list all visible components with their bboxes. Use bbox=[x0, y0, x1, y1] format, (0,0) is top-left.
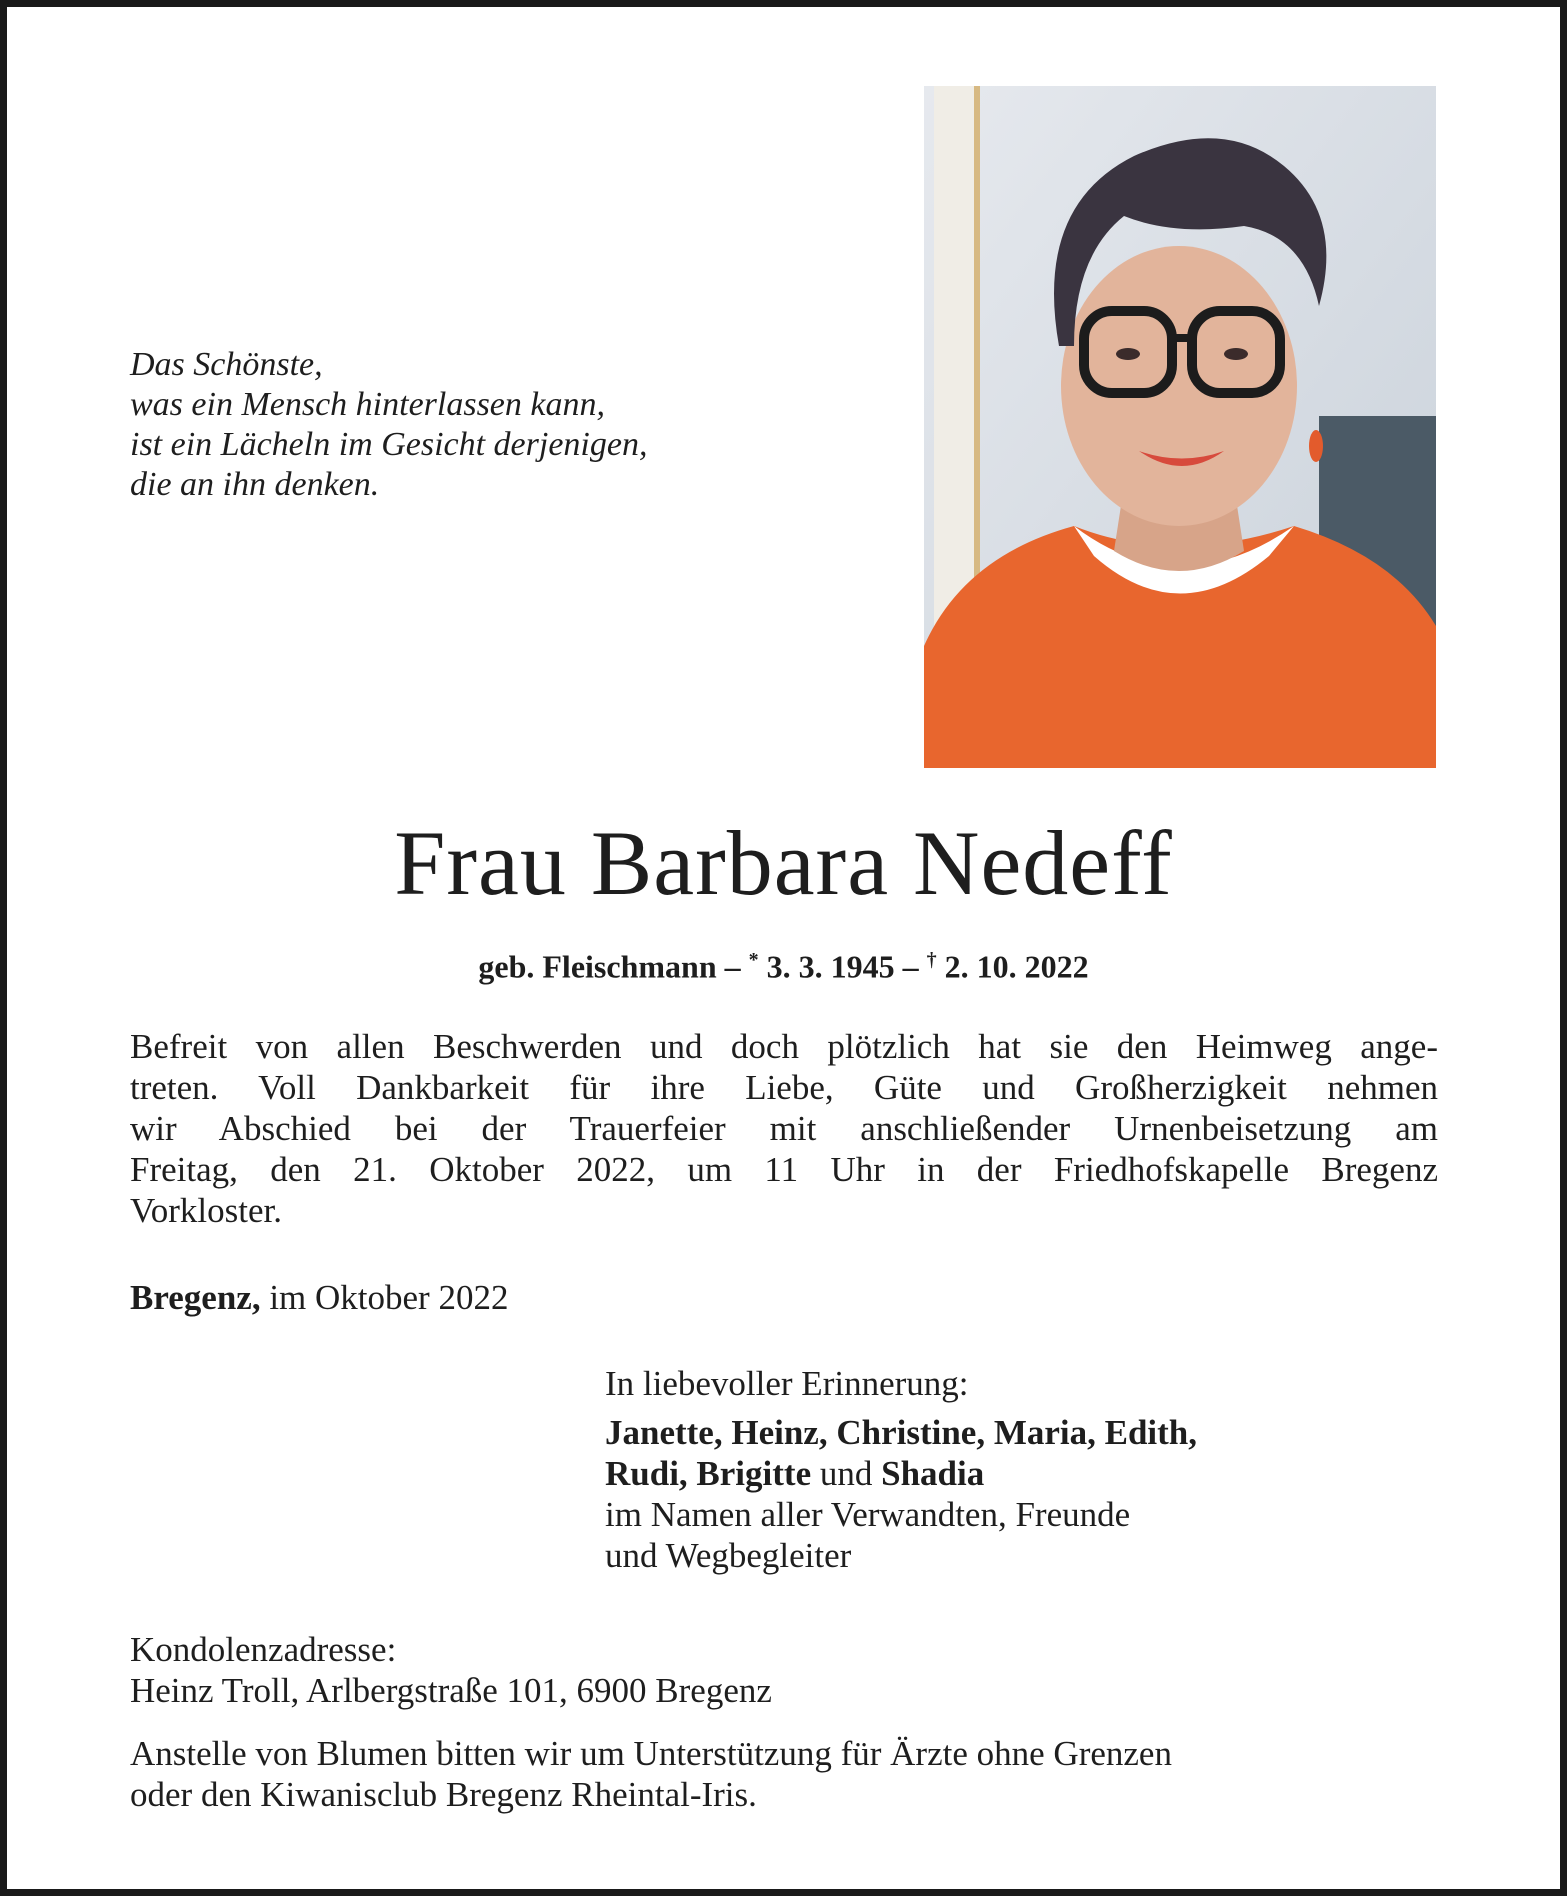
donation-note bbox=[130, 1733, 1440, 1815]
deceased-name: Frau Barbara Nedeff bbox=[394, 812, 1173, 914]
body-line: Befreit von allen Beschwerden und doch plötzlich hat sie den Heimweg ange- bbox=[130, 1027, 1438, 1066]
signers-names: Shadia bbox=[881, 1454, 985, 1493]
quote-line: ist ein Lächeln im Gesicht derjenigen, bbox=[130, 426, 648, 463]
signers-names: Rudi, Brigitte bbox=[605, 1454, 812, 1493]
dash: – bbox=[716, 948, 749, 985]
death-cross-icon: † bbox=[926, 949, 937, 971]
maiden-name: geb. Fleischmann bbox=[478, 948, 717, 985]
portrait-photo bbox=[924, 86, 1436, 768]
death-date: 2. 10. 2022 bbox=[936, 948, 1089, 985]
announcement-text bbox=[130, 1026, 1438, 1231]
place-date bbox=[130, 1277, 508, 1318]
condolence-label: Kondolenzadresse: bbox=[130, 1630, 397, 1669]
body-line: wir Abschied bei der Trauerfeier mit anschließender Urnenbeisetzung am bbox=[130, 1109, 1438, 1148]
birth-star-icon: * bbox=[748, 949, 759, 971]
condolence-address-text: Heinz Troll, Arlbergstraße 101, 6900 Bregenz bbox=[130, 1671, 772, 1710]
life-dates bbox=[0, 940, 1567, 987]
condolence-address bbox=[130, 1629, 772, 1711]
signers-intro: In liebevoller Erinnerung: bbox=[605, 1364, 969, 1403]
quote-line: was ein Mensch hinterlassen kann, bbox=[130, 386, 605, 423]
signers-line: im Namen aller Verwandten, Freunde bbox=[605, 1495, 1131, 1534]
quote-line: Das Schönste, bbox=[130, 346, 323, 383]
portrait-illustration bbox=[924, 86, 1436, 768]
donation-line: oder den Kiwanisclub Bregenz Rheintal-Iris. bbox=[130, 1775, 757, 1814]
body-line: treten. Voll Dankbarkeit für ihre Liebe, Güte und Großherzigkeit nehmen bbox=[130, 1068, 1438, 1107]
donation-line: Anstelle von Blumen bitten wir um Unterstützung für Ärzte ohne Grenzen bbox=[130, 1734, 1172, 1773]
dash: – bbox=[894, 948, 927, 985]
place-date-text: im Oktober 2022 bbox=[260, 1278, 509, 1317]
signers-names: Janette, Heinz, Christine, Maria, Edith, bbox=[605, 1413, 1198, 1452]
signers-and: und bbox=[811, 1454, 882, 1493]
body-line: Freitag, den 21. Oktober 2022, um 11 Uhr in der Friedhofskapelle Bregenz bbox=[130, 1150, 1438, 1189]
signers-line: und Wegbegleiter bbox=[605, 1536, 852, 1575]
birth-date: 3. 3. 1945 bbox=[758, 948, 895, 985]
place-city: Bregenz, bbox=[130, 1278, 261, 1317]
signers-block bbox=[605, 1363, 1197, 1576]
body-line: Vorkloster. bbox=[130, 1191, 282, 1230]
memorial-quote bbox=[130, 345, 647, 505]
quote-line: die an ihn denken. bbox=[130, 466, 380, 503]
